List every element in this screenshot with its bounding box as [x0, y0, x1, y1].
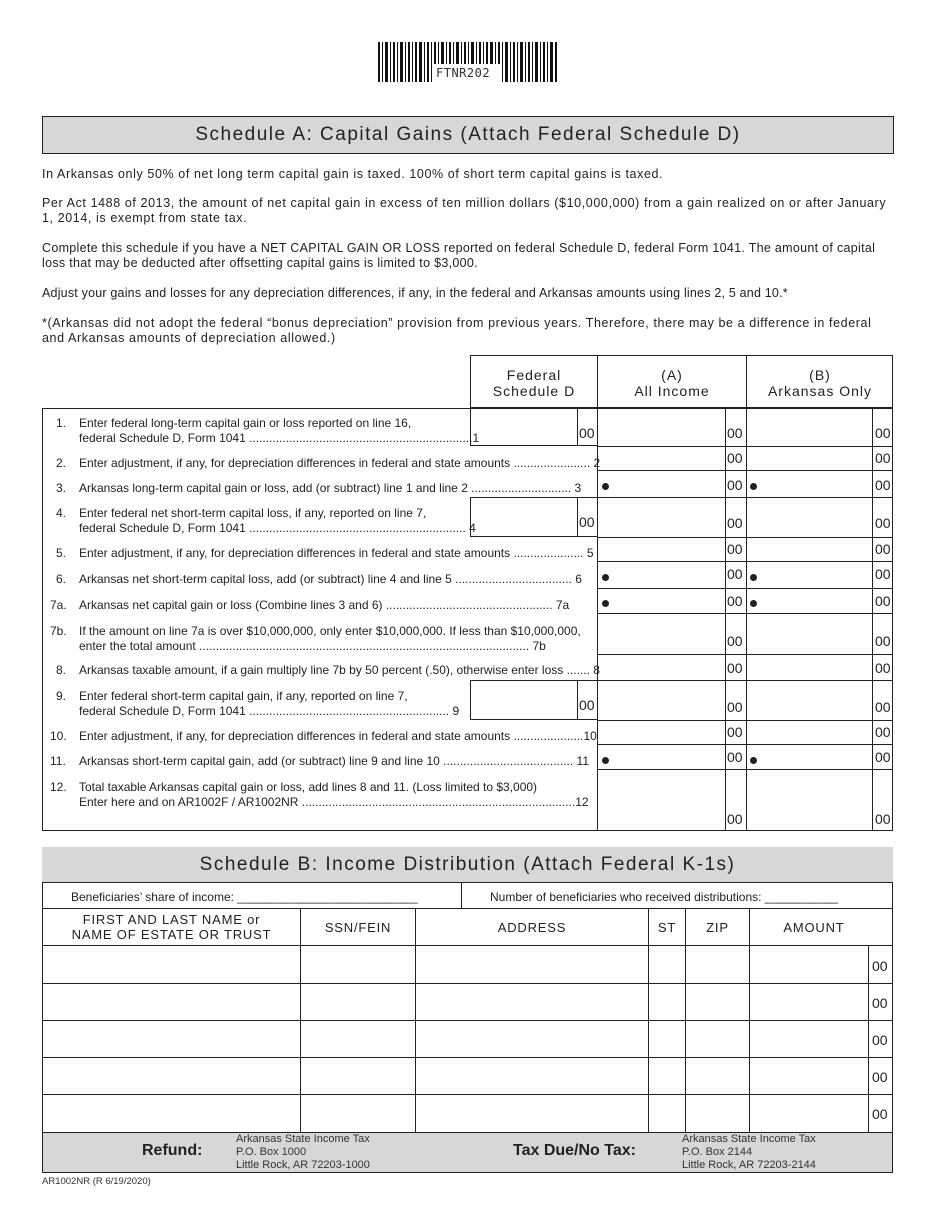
line-3-text: Arkansas long-term capital gain or loss, add (or subtract) line 1 and line 2 .............................. 3 [79, 481, 582, 495]
line-2-number: 2. [56, 456, 67, 470]
header-st: ST [657, 920, 677, 935]
amount-cents-3: 00 [872, 1032, 888, 1048]
header-zip: ZIP [706, 920, 729, 935]
col-a-cents-4: 00 [727, 515, 743, 531]
bullet-line-11-a [602, 757, 609, 764]
line-5-number: 5. [56, 546, 67, 560]
schedule-a-title [42, 116, 894, 154]
line-1-text: Enter federal long-term capital gain or loss reported on line 16, [79, 416, 412, 430]
line-10-text: Enter adjustment, if any, for depreciation differences in federal and state amounts .....................10 [79, 729, 597, 743]
schedule-b-title-text: Schedule B: Income Distribution (Attach Federal K-1s) [199, 853, 736, 875]
amount-cents-4: 00 [872, 1069, 888, 1085]
barcode-text: FTNR202 [436, 66, 491, 80]
line-12-text-2: Enter here and on AR1002F / AR1002NR ..................................................................................12 [79, 795, 589, 809]
line-7b-text: If the amount on line 7a is over $10,000,000, only enter $10,000,000. If less than $10,000,000, [79, 624, 581, 638]
line-1-federal-cents: 00 [579, 425, 595, 441]
col-b-cents-5: 00 [875, 541, 891, 557]
header-address: ADDRESS [497, 920, 567, 935]
line-1-number: 1. [56, 416, 67, 430]
line-10-number: 10. [50, 729, 67, 743]
line-9-number: 9. [56, 689, 67, 703]
distribution-row[interactable] [43, 946, 849, 982]
schedule-b-title [42, 847, 893, 883]
bullet-line-7a-a [602, 600, 609, 607]
col-b-cents-7a: 00 [875, 593, 891, 609]
header-name: FIRST AND LAST NAME or NAME OF ESTATE OR TRUST [71, 912, 272, 942]
line-2-text: Enter adjustment, if any, for depreciation differences in federal and state amounts ....................... 2 [79, 456, 601, 470]
col-a-cents-12: 00 [727, 811, 743, 827]
col-b-cents-6: 00 [875, 566, 891, 582]
distribution-row[interactable] [43, 1058, 849, 1093]
line-11-number: 11. [50, 754, 66, 768]
intro-paragraph-5: *(Arkansas did not adopt the federal “bonus depreciation” provision from previous years. Therefore, there may be a difference in federal and Arkansas amounts of depreciation allowed.) [42, 316, 872, 345]
line-12-number: 12. [50, 780, 67, 794]
col-b-cents-1: 00 [875, 425, 891, 441]
line-4-text: Enter federal net short-term capital loss, if any, reported on line 7, [79, 506, 427, 520]
col-a-cents-9: 00 [727, 699, 743, 715]
bullet-line-3-b [750, 483, 757, 490]
col-a-cents-5: 00 [727, 541, 743, 557]
col-b-cents-7b: 00 [875, 633, 891, 649]
col-a-cents-8: 00 [727, 660, 743, 676]
bullet-line-6-b [750, 574, 757, 581]
intro-paragraph-4: Adjust your gains and losses for any depreciation differences, if any, in the federal and Arkansas amounts using lines 2, 5 and 10.* [42, 286, 788, 300]
line-3-number: 3. [56, 481, 67, 495]
column-header-federal: Federal Schedule D [492, 367, 576, 399]
amount-cents-5: 00 [872, 1106, 888, 1122]
taxdue-label: Tax Due/No Tax: [513, 1142, 636, 1159]
col-a-cents-10: 00 [727, 724, 743, 740]
amount-cents-1: 00 [872, 958, 888, 974]
col-a-cents-1: 00 [727, 425, 743, 441]
bullet-line-6-a [602, 574, 609, 581]
intro-paragraph-1: In Arkansas only 50% of net long term capital gain is taxed. 100% of short term capital gains is taxed. [42, 167, 664, 181]
col-b-cents-11: 00 [875, 749, 891, 765]
col-a-cents-7b: 00 [727, 633, 743, 649]
distribution-row[interactable] [43, 1095, 849, 1131]
line-4-number: 4. [56, 506, 67, 520]
distribution-row[interactable] [43, 1021, 849, 1056]
line-8-text: Arkansas taxable amount, if a gain multiply line 7b by 50 percent (.50), otherwise enter loss ....... 8 [79, 663, 600, 677]
line-11-text: Arkansas short-term capital gain, add (or subtract) line 9 and line 10 ....................................... 11 [79, 754, 589, 768]
line-6-text: Arkansas net short-term capital loss, add (or subtract) line 4 and line 5 ................................... 6 [79, 572, 582, 586]
num-beneficiaries-field[interactable]: Number of beneficiaries who received distributions: ___________ [490, 890, 839, 904]
line-7a-number: 7a. [50, 598, 67, 612]
col-a-cents-2: 00 [727, 450, 743, 466]
line-8-number: 8. [56, 663, 67, 677]
bullet-line-7a-b [750, 600, 757, 607]
bullet-line-11-b [750, 757, 757, 764]
col-b-cents-2: 00 [875, 450, 891, 466]
header-amount: AMOUNT [783, 920, 845, 935]
refund-address: Arkansas State Income Tax P.O. Box 1000 Little Rock, AR 72203-1000 [236, 1133, 370, 1171]
bullet-line-3-a [602, 483, 609, 490]
schedule-a-title-text: Schedule A: Capital Gains (Attach Federal Schedule D) [195, 124, 741, 145]
intro-paragraph-2: Per Act 1488 of 2013, the amount of net capital gain in excess of ten million dollars ($10,000,000) from a gain realized on or after January 1, 2014, is exempt from state tax. [42, 196, 887, 225]
distribution-row[interactable] [43, 984, 849, 1019]
col-a-cents-3: 00 [727, 477, 743, 493]
refund-label: Refund: [142, 1142, 203, 1159]
col-b-cents-4: 00 [875, 515, 891, 531]
col-b-cents-3: 00 [875, 477, 891, 493]
column-header-a: (A) All Income [634, 367, 710, 399]
col-b-cents-12: 00 [875, 811, 891, 827]
col-a-cents-6: 00 [727, 566, 743, 582]
amount-cents-2: 00 [872, 995, 888, 1011]
line-4-federal-cents: 00 [579, 514, 595, 530]
line-9-text: Enter federal short-term capital gain, if any, reported on line 7, [79, 689, 408, 703]
col-b-cents-8: 00 [875, 660, 891, 676]
col-b-cents-9: 00 [875, 699, 891, 715]
line-12-text: Total taxable Arkansas capital gain or loss, add lines 8 and 11. (Loss limited to $3,000) [79, 780, 538, 794]
intro-paragraph-3: Complete this schedule if you have a NET CAPITAL GAIN OR LOSS reported on federal Schedule D, federal Form 1041. The amount of capital loss that may be deducted after offsetting capital gains is limited to $3,000. [42, 241, 876, 270]
taxdue-address: Arkansas State Income Tax P.O. Box 2144 Little Rock, AR 72203-2144 [682, 1133, 816, 1171]
beneficiaries-share-field[interactable]: Beneficiaries’ share of income: ___________________________ [71, 890, 418, 904]
line-6-number: 6. [56, 572, 67, 586]
col-a-cents-11: 00 [727, 749, 743, 765]
line-9-text-2: federal Schedule D, Form 1041 ............................................................ 9 [79, 704, 460, 718]
col-a-cents-7a: 00 [727, 593, 743, 609]
col-b-cents-10: 00 [875, 724, 891, 740]
form-id: AR1002NR (R 6/19/2020) [42, 1176, 151, 1187]
barcode [378, 42, 558, 82]
column-header-b: (B) Arkansas Only [767, 367, 873, 399]
line-9-federal-cents: 00 [579, 697, 595, 713]
line-1-text-2: federal Schedule D, Form 1041 ...................................................................1 [79, 431, 480, 445]
line-4-text-2: federal Schedule D, Form 1041 ................................................................. 4 [79, 521, 476, 535]
line-7a-text: Arkansas net capital gain or loss (Combine lines 3 and 6) .................................................. 7a [79, 598, 570, 612]
line-7b-number: 7b. [50, 624, 67, 638]
line-7b-text-2: enter the total amount ................................................................................................... 7b [79, 639, 546, 653]
line-5-text: Enter adjustment, if any, for depreciation differences in federal and state amounts ..................... 5 [79, 546, 594, 560]
header-ssn: SSN/FEIN [324, 920, 392, 935]
